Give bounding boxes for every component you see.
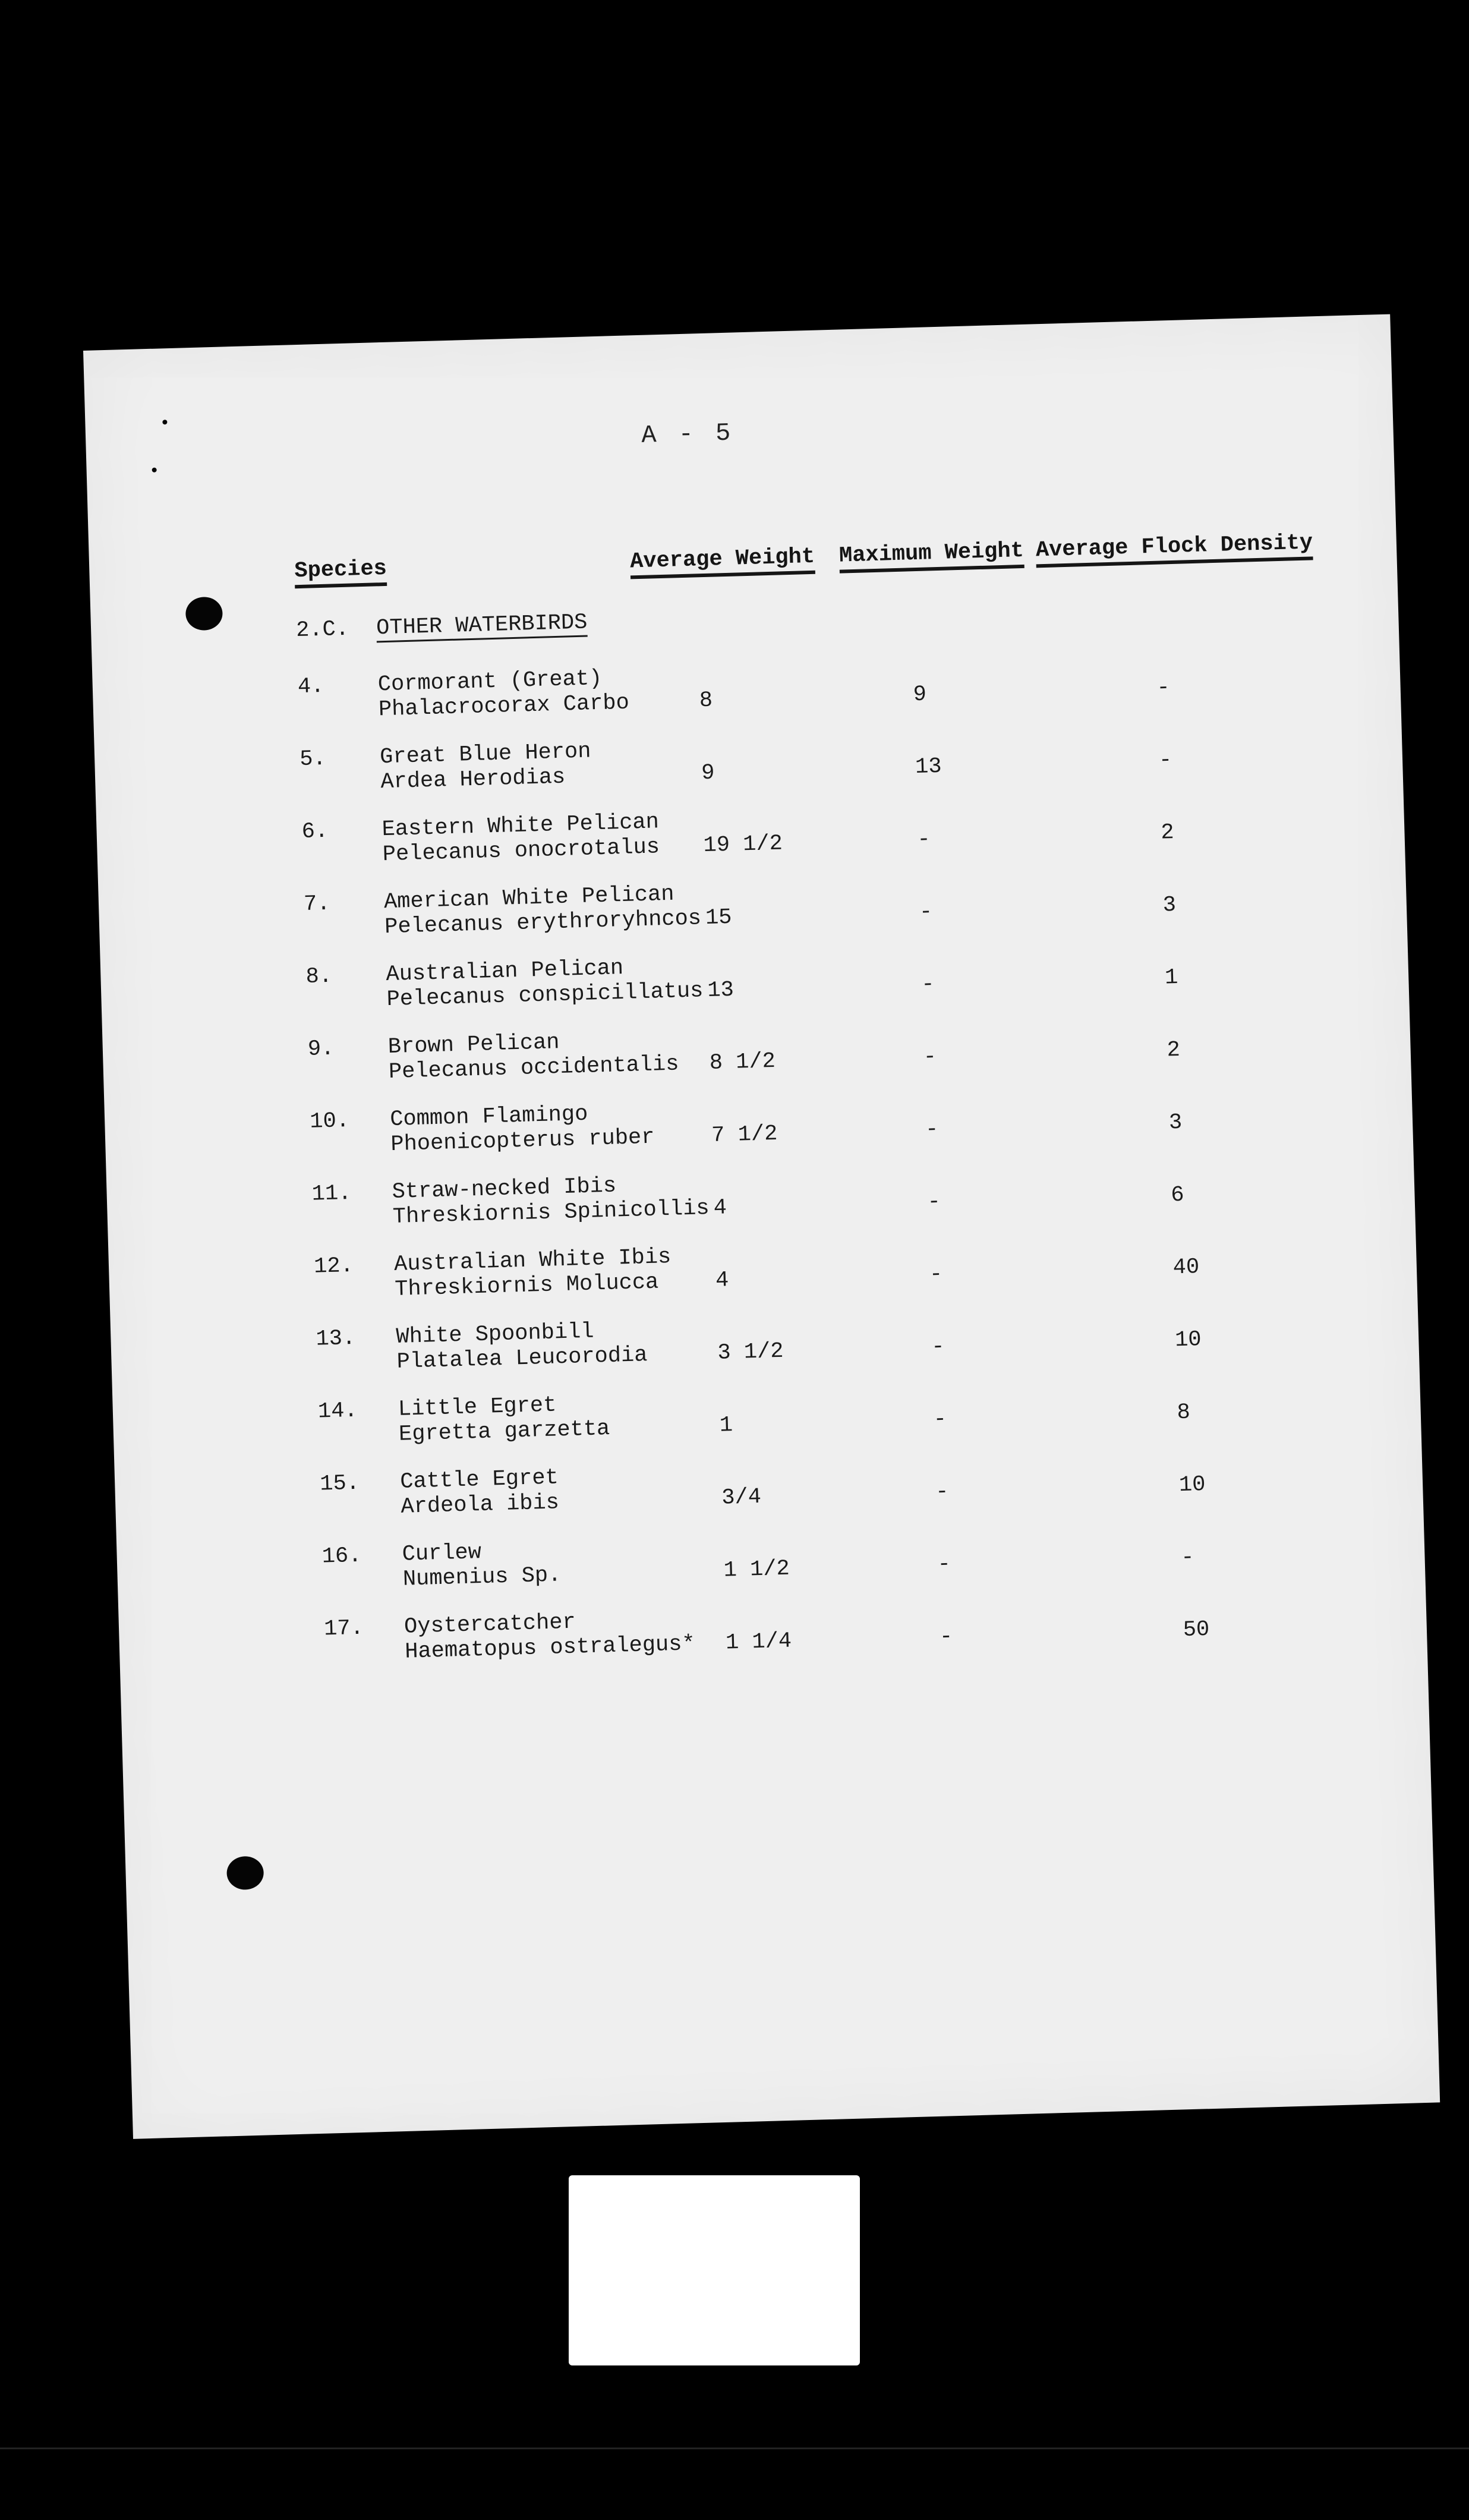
maximum-weight-cell: - xyxy=(919,899,933,925)
common-name: Great Blue Heron xyxy=(379,739,592,770)
row-number: 8. xyxy=(305,963,333,990)
maximum-weight-cell: 13 xyxy=(915,754,942,780)
scientific-name: Pelecanus onocrotalus xyxy=(382,834,660,868)
label-card xyxy=(569,2175,860,2365)
header-maximum-weight: Maximum Weight xyxy=(839,538,1024,574)
row-number: 11. xyxy=(311,1180,352,1207)
row-number: 14. xyxy=(317,1398,358,1425)
divider-line xyxy=(0,2447,1469,2449)
average-weight-cell: 7 1/2 xyxy=(711,1121,778,1148)
flock-density-cell: 8 xyxy=(1177,1400,1191,1426)
maximum-weight-cell: - xyxy=(931,1334,945,1360)
scientific-name: Pelecanus occidentalis xyxy=(388,1051,679,1085)
maximum-weight-cell: - xyxy=(921,972,935,998)
maximum-weight-cell: - xyxy=(935,1479,949,1505)
row-number: 15. xyxy=(319,1470,360,1497)
scientific-name: Threskiornis Spinicollis xyxy=(392,1196,710,1230)
common-name: Australian Pelican xyxy=(385,956,624,988)
average-weight-cell: 1 xyxy=(719,1413,733,1438)
common-name: Common Flamingo xyxy=(389,1101,588,1133)
average-weight-cell: 9 xyxy=(701,760,715,786)
common-name: American White Pelican xyxy=(383,881,674,915)
average-weight-cell: 8 1/2 xyxy=(709,1048,776,1076)
scientific-name: Ardeola ibis xyxy=(400,1490,560,1520)
maximum-weight-cell: - xyxy=(933,1407,947,1432)
maximum-weight-cell: - xyxy=(929,1262,943,1287)
section-number: 2.C. xyxy=(295,616,349,644)
flock-density-cell: 6 xyxy=(1170,1182,1185,1208)
average-weight-cell: 1 1/4 xyxy=(725,1628,792,1656)
flock-density-cell: 2 xyxy=(1160,820,1175,846)
average-weight-cell: 4 xyxy=(715,1268,729,1293)
common-name: Cormorant (Great) xyxy=(377,666,603,698)
flock-density-cell: - xyxy=(1156,675,1171,701)
common-name: Straw-necked Ibis xyxy=(392,1173,617,1205)
common-name: Brown Pelican xyxy=(387,1030,560,1060)
row-number: 12. xyxy=(313,1253,354,1280)
flock-density-cell: 3 xyxy=(1162,893,1177,918)
flock-density-cell: - xyxy=(1158,748,1172,773)
row-number: 16. xyxy=(321,1543,362,1570)
maximum-weight-cell: - xyxy=(937,1552,951,1577)
row-number: 4. xyxy=(297,673,324,700)
scientific-name: Haematopus ostralegus* xyxy=(404,1631,696,1665)
average-weight-cell: 1 1/2 xyxy=(723,1556,790,1583)
scientific-name: Phoenicopterus ruber xyxy=(390,1124,655,1158)
average-weight-cell: 8 xyxy=(699,688,713,714)
row-number: 6. xyxy=(301,818,329,845)
section-title: OTHER WATERBIRDS xyxy=(376,610,588,642)
species-table xyxy=(83,314,1440,2139)
average-weight-cell: 4 xyxy=(713,1195,727,1221)
header-species: Species xyxy=(294,556,387,588)
common-name: Little Egret xyxy=(398,1393,557,1422)
flock-density-cell: 40 xyxy=(1172,1255,1200,1281)
document-page xyxy=(83,314,1440,2139)
average-weight-cell: 13 xyxy=(707,977,734,1004)
scientific-name: Ardea Herodias xyxy=(380,764,566,795)
header-average-flock-density: Average Flock Density xyxy=(1035,530,1313,568)
average-weight-cell: 15 xyxy=(705,905,733,931)
scientific-name: Pelecanus conspicillatus xyxy=(386,978,704,1013)
average-weight-cell: 3 1/2 xyxy=(717,1338,784,1366)
flock-density-cell: 2 xyxy=(1167,1037,1181,1063)
maximum-weight-cell: - xyxy=(926,1189,941,1215)
scientific-name: Numenius Sp. xyxy=(402,1563,562,1592)
flock-density-cell: 3 xyxy=(1168,1110,1183,1136)
common-name: White Spoonbill xyxy=(395,1319,595,1350)
flock-density-cell: - xyxy=(1180,1545,1195,1571)
row-number: 7. xyxy=(303,891,331,917)
common-name: Curlew xyxy=(402,1540,482,1567)
common-name: Oystercatcher xyxy=(403,1609,576,1640)
header-average-weight: Average Weight xyxy=(630,544,815,579)
maximum-weight-cell: 9 xyxy=(913,682,927,708)
scientific-name: Phalacrocorax Carbo xyxy=(378,690,630,723)
row-number: 17. xyxy=(323,1615,364,1642)
flock-density-cell: 1 xyxy=(1164,965,1178,991)
common-name: Australian White Ibis xyxy=(393,1244,672,1277)
row-number: 10. xyxy=(309,1108,350,1135)
flock-density-cell: 10 xyxy=(1178,1472,1206,1498)
average-weight-cell: 19 1/2 xyxy=(703,831,783,859)
common-name: Cattle Egret xyxy=(399,1465,559,1495)
scientific-name: Threskiornis Molucca xyxy=(394,1270,659,1302)
maximum-weight-cell: - xyxy=(925,1117,939,1142)
row-number: 13. xyxy=(316,1325,356,1352)
scientific-name: Platalea Leucorodia xyxy=(396,1343,648,1375)
flock-density-cell: 50 xyxy=(1183,1617,1210,1643)
page-number: A - 5 xyxy=(641,418,734,450)
maximum-weight-cell: - xyxy=(916,827,931,853)
maximum-weight-cell: - xyxy=(939,1624,953,1650)
scientific-name: Egretta garzetta xyxy=(398,1416,610,1447)
flock-density-cell: 10 xyxy=(1174,1327,1202,1353)
scientific-name: Pelecanus erythroryhncos xyxy=(384,906,702,940)
row-number: 9. xyxy=(307,1036,335,1062)
row-number: 5. xyxy=(299,746,327,773)
common-name: Eastern White Pelican xyxy=(382,809,660,843)
maximum-weight-cell: - xyxy=(923,1044,937,1070)
average-weight-cell: 3/4 xyxy=(721,1484,762,1511)
